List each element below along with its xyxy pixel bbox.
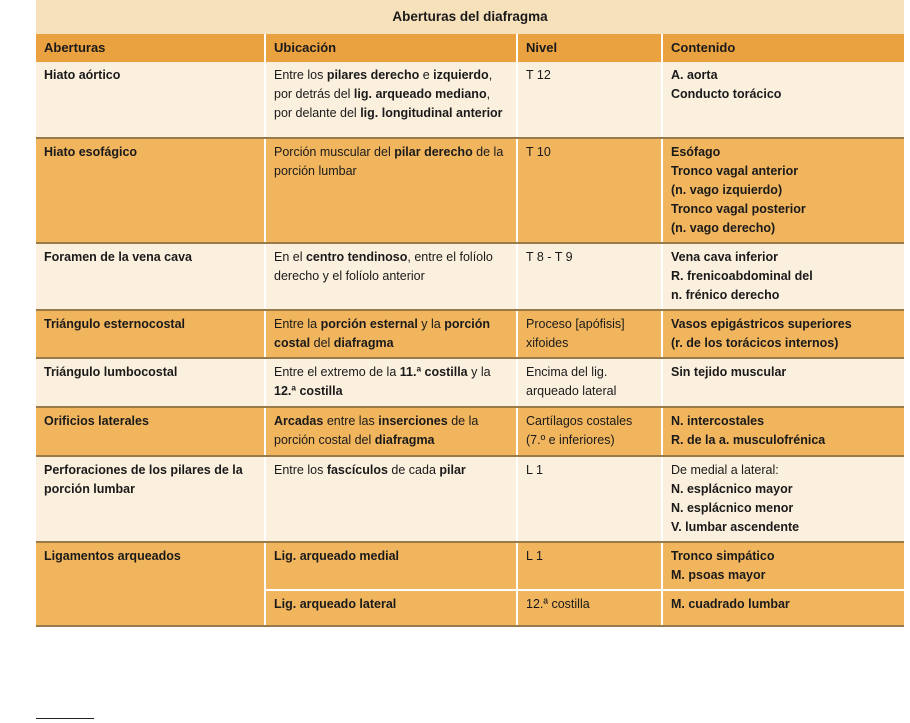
cell-abertura: Perforaciones de los pilares de la porción lumbar [36,456,265,542]
cell-abertura: Ligamentos arqueados [36,542,265,626]
contenido-line: De medial a lateral: [671,463,779,477]
header-nivel: Nivel [517,34,662,62]
cell-abertura: Foramen de la vena cava [36,243,265,310]
cell-nivel: Proceso [apófisis] xifoides [517,310,662,358]
cell-nivel: T 10 [517,138,662,243]
contenido-line: V. lumbar ascendente [671,520,800,534]
table-container [36,0,904,627]
text: e [419,68,434,82]
contenido-line: A. aorta [671,68,718,82]
bold-text: izquierdo [433,68,489,82]
contenido-line: Vena cava inferior [671,250,779,264]
cell-abertura: Hiato aórtico [36,62,265,138]
text: Entre el extremo de la [274,365,400,379]
text: Entre los [274,463,327,477]
bold-text: porción costal [274,317,491,350]
cell-ubicacion [265,243,517,310]
cell-contenido [662,138,904,243]
table-row [36,243,904,310]
header-row [36,34,904,62]
text: , entre el folíolo derecho y el folíolo anterior [274,250,493,283]
contenido-line: R. de la a. musculofrénica [671,433,826,447]
cell-ubicacion [265,62,517,138]
bold-text: porción esternal [320,317,418,331]
bold-text: 12.ª costilla [274,384,343,398]
header-ubicacion: Ubicación [265,34,517,62]
cell-nivel: L 1 [517,542,662,590]
cell-abertura: Triángulo lumbocostal [36,358,265,407]
table-row [36,407,904,456]
table-row [36,542,904,590]
bold-text: fascículos [326,463,388,477]
bold-text: diafragma [374,433,435,447]
text: de la porción costal del [274,414,479,447]
cell-abertura: Hiato esofágico [36,138,265,243]
cell-contenido [662,590,904,626]
cell-nivel: Encima del lig. arqueado lateral [517,358,662,407]
bold-text: diafragma [333,336,394,350]
bold-text: 11.ª costilla [399,365,468,379]
text: del [310,336,334,350]
text: de la porción lumbar [274,145,504,178]
text: entre las [323,414,379,428]
contenido-line: N. intercostales [671,414,765,428]
cell-nivel: 12.ª costilla [517,590,662,626]
contenido-line: Tronco vagal posterior [671,202,806,216]
bold-text: lig. arqueado mediano [353,87,487,101]
table-row [36,358,904,407]
text: En el [274,250,306,264]
table-row [36,310,904,358]
cell-contenido [662,407,904,456]
text: Entre la [274,317,321,331]
table-caption-row [36,0,904,34]
cell-ubicacion [265,138,517,243]
cell-nivel: L 1 [517,456,662,542]
cell-nivel: Cartílagos costales (7.º e inferiores) [517,407,662,456]
bold-text: Arcadas [274,414,324,428]
bold-text: Lig. arqueado lateral [274,597,397,611]
contenido-line: M. psoas mayor [671,568,766,582]
bold-text: lig. longitudinal anterior [360,106,503,120]
contenido-line: Conducto torácico [671,87,782,101]
cell-contenido [662,310,904,358]
cell-contenido [662,62,904,138]
contenido-line: N. esplácnico mayor [671,482,793,496]
table-row [36,62,904,138]
text: y la [417,317,445,331]
text: , por detrás del [274,68,493,101]
bold-text: pilar derecho [394,145,473,159]
bold-text: inserciones [378,414,448,428]
cell-contenido [662,456,904,542]
cell-abertura: Orificios laterales [36,407,265,456]
cell-contenido [662,358,904,407]
text: Porción muscular del [274,145,395,159]
contenido-line: Tronco simpático [671,549,775,563]
contenido-line: Esófago [671,145,721,159]
cell-ubicacion [265,358,517,407]
contenido-line: (n. vago izquierdo) [671,183,783,197]
text: , por delante del [274,87,491,120]
cell-abertura: Triángulo esternocostal [36,310,265,358]
contenido-line: n. frénico derecho [671,288,780,302]
cell-nivel: T 12 [517,62,662,138]
contenido-line: (n. vago derecho) [671,221,776,235]
header-aberturas: Aberturas [36,34,265,62]
table-row [36,138,904,243]
bold-text: pilares derecho [326,68,420,82]
cell-ubicacion [265,542,517,590]
contenido-line: Vasos epigástricos superiores [671,317,852,331]
cell-contenido [662,243,904,310]
cell-ubicacion [265,407,517,456]
cell-nivel: T 8 - T 9 [517,243,662,310]
contenido-line: R. frenicoabdominal del [671,269,813,283]
header-contenido: Contenido [662,34,904,62]
text: de cada [387,463,440,477]
cell-ubicacion [265,456,517,542]
diaphragm-openings-table [36,0,904,627]
bold-text: Lig. arqueado medial [274,549,400,563]
contenido-line: N. esplácnico menor [671,501,794,515]
cell-ubicacion [265,590,517,626]
text: y la [467,365,491,379]
contenido-line: M. cuadrado lumbar [671,597,790,611]
bold-text: centro tendinoso [305,250,408,264]
contenido-line: Sin tejido muscular [671,365,787,379]
bold-text: pilar [439,463,466,477]
cell-contenido [662,542,904,590]
table-title: Aberturas del diafragma [36,0,904,34]
table-row [36,456,904,542]
text: Entre los [274,68,327,82]
contenido-line: Tronco vagal anterior [671,164,799,178]
cell-ubicacion [265,310,517,358]
footnote-rule [36,718,94,719]
contenido-line: (r. de los torácicos internos) [671,336,839,350]
